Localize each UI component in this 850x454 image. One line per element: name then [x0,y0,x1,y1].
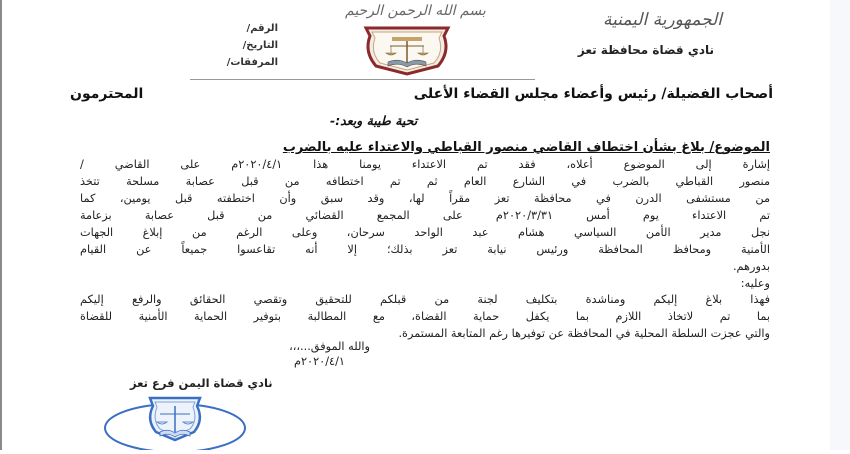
paragraph1-line: تم الاعتداء يوم أمس ٢٠٢٠/٣/٣١م على المجمع القضائي من قبل عصابة بزعامة [80,209,770,222]
republic-title: الجمهورية اليمنية [602,10,722,30]
paragraph1-line: نجل مدير الأمن السياسي هشام عبد الواحد سرحان، وعلى الرغم من إبلاغ الجهات [80,226,770,239]
basmala: بسم الله الرحمن الرحيم [345,3,486,19]
paragraph1-line: منصور القباطي بالضرب في الشارع العام ثم تم اختطافه من قبل عصابة مسلحة تتخذ [80,175,770,188]
judges-club-seal-icon [100,392,250,450]
page-left-edge [0,0,2,450]
club-name: نادي قضاة محافظة تعز [577,43,714,57]
attachments-field-label: المرفقات/ [226,57,278,68]
number-field-label: الرقم/ [246,23,278,34]
paragraph1-line: الأمنية ومحافظ المحافظة ورئيس نيابة تعز بذلك؛ إلا أنه تقاعسوا جميعاً عن القيام [80,243,770,256]
closing-date: ٢٠٢٠/٤/١م [293,355,345,368]
addressee: أصحاب الفضيلة/ رئيس وأعضاء مجلس القضاء الأعلى [413,86,773,102]
page-right-margin [830,0,850,450]
paragraph2-line: فهذا بلاغ إليكم ومناشدة بتكليف لجنة من قبلكم للتحقيق وتقصي الحقائق والرفع إليكم [80,293,770,306]
subject-line: الموضوع/ بلاغ بشأن اختطاف القاضي منصور القباطي والاعتداء عليه بالضرب [282,140,770,155]
paragraph2-line: والتي عجزت السلطة المحلية في المحافظة عن توفيرها رغم المتابعة المستمرة. [398,327,770,340]
header-divider [190,79,535,80]
greeting: تحية طيبة وبعد:- [330,113,418,128]
date-field-label: التاريخ/ [242,40,278,51]
signature-club-name: نادي قضاة اليمن فرع تعز [130,376,273,390]
therefore-label: وعليه: [740,277,770,290]
paragraph1-line: بدورهم. [732,260,770,273]
judges-club-emblem-icon [358,22,456,78]
paragraph1-line: من مستشفى الدرن في محافظة تعز مقراً لها، وقد سبق وأن اختطفته قبل يومين، كما [80,192,770,205]
paragraph1-line: إشارة إلى الموضوع أعلاه، فقد تم الاعتداء يومنا هذا ٢٠٢٠/٤/١م على القاضي / [80,158,771,171]
closing-phrase: والله الموفق...،،، [289,340,370,353]
paragraph2-line: بما تم لاتخاذ اللازم بما يكفل حماية القضاة، مع المطالبة بتوفير الحماية الأمنية للقضاة [80,310,770,323]
respected-title: المحترمون [70,86,144,102]
